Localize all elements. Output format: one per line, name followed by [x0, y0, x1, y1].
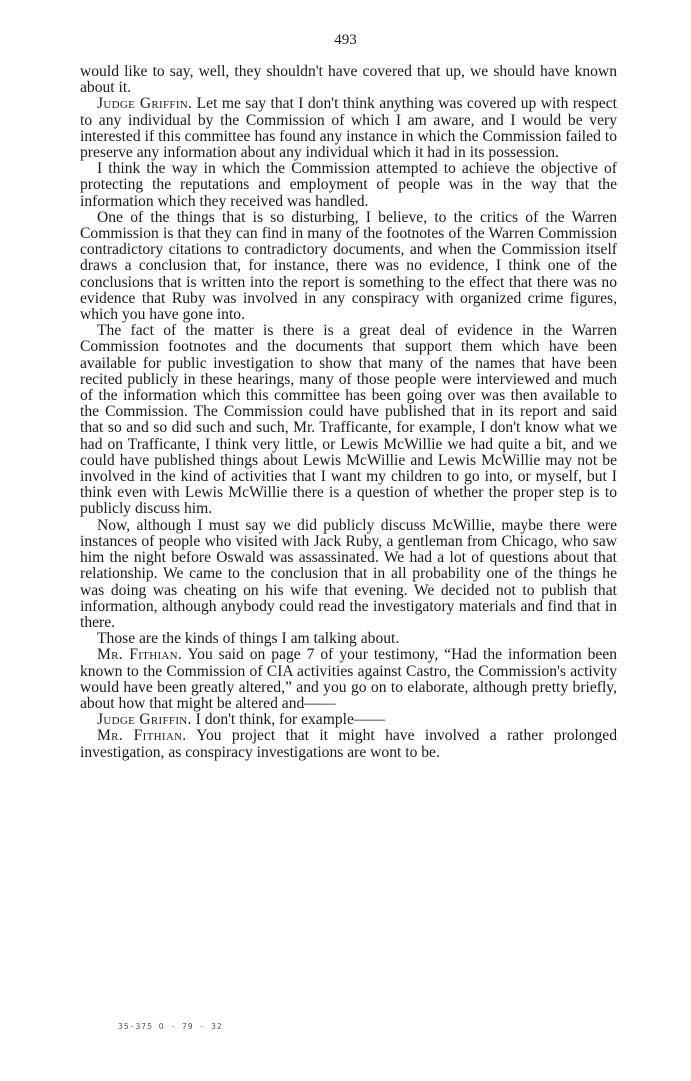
- paragraph-text: You said on page 7 of your testimony, “Had the information been known to the Commission of CIA activities against Castro, the Commission's activity would have been greatly altered,” and you go on to elaborate, although pretty briefly, about how that might be altered and——: [80, 646, 617, 712]
- speaker-label: Judge Griffin.: [97, 95, 193, 113]
- paragraph-text: would like to say, well, they shouldn't have covered that up, we should have known about it.: [80, 63, 617, 97]
- speaker-label: Mr. Fithian.: [97, 646, 183, 664]
- paragraph-text: Let me say that I don't think anything was covered up with respect to any individual by the Commission of which I am aware, and I would be very interested if this committee has found any instance in which the Commission failed to preserve any information about any individual which it had in its possession.: [80, 95, 617, 162]
- paragraph-text: I don't think, for example——: [191, 711, 386, 729]
- paragraph: [80, 64, 617, 96]
- paragraph-text: Now, although I must say we did publicly discuss McWillie, maybe there were instances of people who visited with Jack Ruby, a gentleman from Chicago, who saw him the night before Oswald was assassinated. We had a lot of questions about that relationship. We came to the conclusion that in all probability one of the things he was doing was cheating on his wife that evening. We decided not to publish that information, although anybody could read the investigatory materials and find that in there.: [80, 516, 617, 631]
- paragraph-text: The fact of the matter is there is a great deal of evidence in the Warren Commission footnotes and the documents that support them which have been available for public investigation to show that many of the names that have been recited publicly in these hearings, many of those people were interviewed and much of the information which this committee has been going over was then available to the Commission. The Commission could have published that in its report and said that so and so did such and such, Mr. Trafficante, for example, I don't know what we had on Trafficante, I think very little, or Lewis McWillie we had quite a bit, and we could have published things about Lewis McWillie and Lewis McWillie may not be involved in the kind of activities that I want my children to go into, or myself, but I think even with Lewis McWillie there is a question of whether the proper step is to publicly discuss him.: [80, 322, 617, 518]
- paragraph: [80, 712, 617, 728]
- paragraph-text: Those are the kinds of things I am talking about.: [97, 630, 400, 648]
- paragraph: [80, 518, 617, 631]
- paragraph: [80, 210, 617, 323]
- paragraph: [80, 647, 617, 712]
- print-code: 35-375 O - 79 - 32: [118, 1022, 223, 1031]
- paragraph: [80, 161, 617, 210]
- paragraph: [80, 323, 617, 517]
- paragraph: [80, 728, 617, 760]
- paragraph: [80, 631, 617, 647]
- body-text: [80, 64, 617, 761]
- paragraph: [80, 96, 617, 161]
- paragraph-text: You project that it might have involved a rather prolonged investigation, as conspiracy investigations are wont to be.: [80, 727, 618, 761]
- paragraph-text: I think the way in which the Commission attempted to achieve the objective of protecting the reputations and employment of people was in the way that the information which they received was handled.: [80, 160, 617, 210]
- page-number: 493: [334, 32, 357, 48]
- paragraph-text: One of the things that is so disturbing, I believe, to the critics of the Warren Commission is that they can find in many of the footnotes of the Warren Commission contradictory citations to contradictory documents, and when the Commission itself draws a conclusion that, for instance, there was no evidence, I think one of the conclusions that is written into the report is something to the effect that there was no evidence that Ruby was involved in any conspiracy with organized crime figures, which you have gone into.: [80, 208, 617, 324]
- speaker-label: Mr. Fithian.: [97, 727, 187, 745]
- speaker-label: Judge Griffin.: [97, 711, 192, 729]
